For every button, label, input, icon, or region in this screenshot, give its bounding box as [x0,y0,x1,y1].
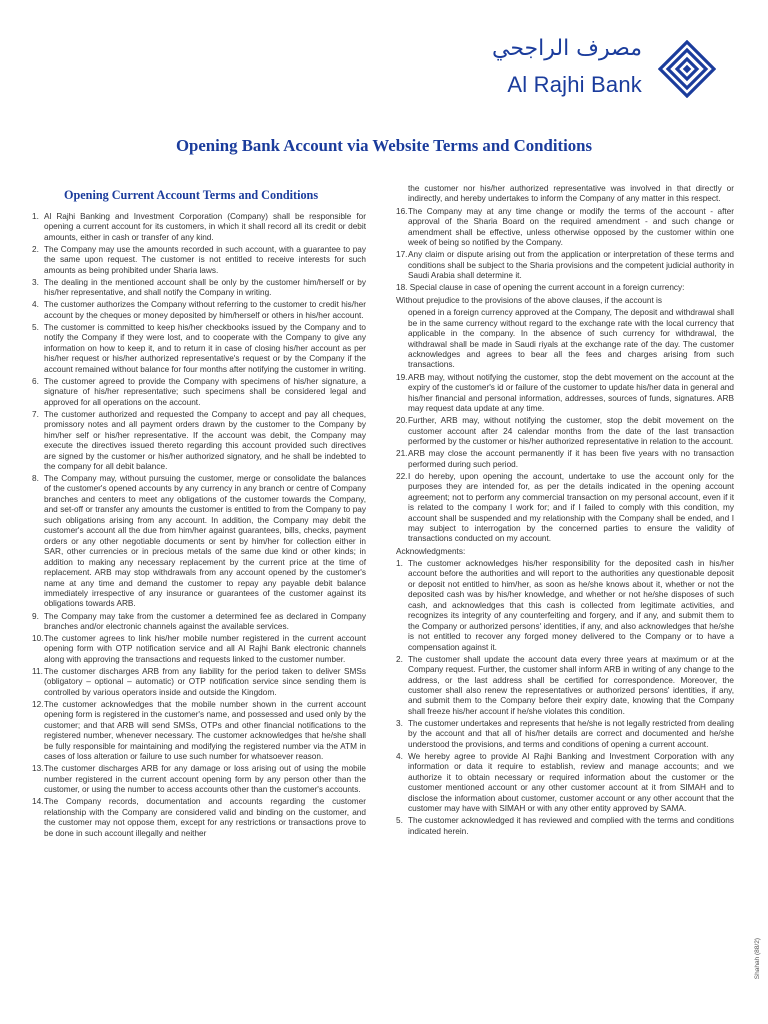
list-item [32,410,366,473]
list-item [32,612,366,633]
list-item [32,634,366,665]
logo-english-text: Al Rajhi Bank [507,72,642,97]
acknowledgments-list [396,559,734,837]
item-text: We hereby agree to provide Al Rajhi Banking and Investment Corporation with any information or data it require to establish, review and manage accounts; and we authorize it to obtain necessary or required information about the customer or the customer mentioned account or any other customer account at it from SIMAH and to disclose the information about customer, customer account or any other account that the customer may have with SIMAH or with any other entity approved by SAMA. [408,751,734,814]
item-number: 21. [396,449,408,459]
item-text: Any claim or dispute arising out from the application or interpretation of these terms and conditions shall be subject to the Sharia provisions and the competent judicial authority in Saudi Arabia shall determine it. [408,250,734,281]
list-item [32,300,366,321]
item-number: 1. [32,212,39,221]
item-text: The customer is committed to keep his/her checkbooks issued by the Company and to notify the Company if they were lost, and to cooperate with the Company to give any information on how to keep it, and to return it in case of closing his/her account as per his/her request or his/her authorized representative's request or by the Company if the account remained without balance for four months after notifying the customer in writing. [44,322,366,374]
item-text: The Company records, documentation and accounts regarding the customer relationship with the Company are considered valid and binding on the customer, and the customer may not oppose them, except for any restrictions or transactions prove to be done in such account illegally and neither [44,797,366,838]
list-item [396,373,734,415]
clause-18-body: opened in a foreign currency approved at the Company, The deposit and withdrawal shall be in the same currency without regard to the exchange rate with the local currency that applicable in the company. In the absence of such currency for withdrawal, the withdrawal shall be made in Saudi riyals at the exchange rate of the day. The customer acknowledges and agrees to bear all the fees and charges arising from such transactions. [408,308,734,370]
list-item [32,700,366,763]
bank-logo [491,32,746,110]
item-text: Al Rajhi Banking and Investment Corporation (Company) shall be responsible for opening a current account for its customers, in which it shall record all its credit or debit amounts, either in cash or transfer of any kind. [44,212,366,242]
item-number: 8. [32,474,39,484]
item-number: 5. [32,322,39,332]
list-item [32,245,366,276]
page-title: Opening Bank Account via Website Terms and Conditions [175,136,593,155]
left-column [32,186,366,841]
item-number: 4. [396,751,403,761]
list-item [32,667,366,698]
item-text: ARB may, without notifying the customer, stop the debt movement on the account at the expiry of the customer's id or failure of the customer to update his/her data in general and his/her financial and personal information, addresses, sources of funds, signatures. ARB may request data update at any time. [408,372,734,414]
item-number: 11. [32,666,43,676]
terms-list-left [32,212,366,839]
item-text: The dealing in the mentioned account shall be only by the customer him/herself or by his/her representative, and shall notify the Company in writing. [44,277,366,298]
item-number: 5. [396,816,403,826]
item-number: 2. [32,244,39,254]
list-item [396,752,734,815]
item-number: 16. [396,206,408,216]
list-item [396,250,734,281]
item-text: The customer acknowledges his/her responsibility for the deposited cash in his/her account before the authorities and will report to the authorities any questionable deposit or deposit not entitled to him/her, as soon as he/she knows about it, whether or not the deposited cash was by his/her knowledge, and whether or not he/she disposes of such cash, and acknowledges that this cash is collected from legitimate activities, and recognizes its integrity of any counterfeiting and forgery, and if any, and submit them to the Company or authorized persons' identities, if any, and also acknowledges that he/she is not entitled to recover any forged money delivered to the Company or to have a compensation against it. [408,558,734,652]
list-item [396,449,734,470]
document-code: Shahah (88/2) [754,938,761,980]
clause-14-continuation: the customer nor his/her authorized representative was involved in that directly or indirectly, and hereby undertakes to inform the Company of any matter in this respect. [408,184,734,204]
list-item [32,377,366,408]
acknowledgments-heading: Acknowledgments: [396,546,466,556]
item-number: 7. [32,409,39,419]
item-text: The customer acknowledged it has reviewed and complied with the terms and conditions indicated herein. [408,816,734,836]
list-item [32,212,366,243]
item-number: 3. [396,718,403,728]
right-column [396,184,734,839]
section-heading: Opening Current Account Terms and Conditions [64,188,319,202]
logo-arabic-text: مصرف الراجحي [491,36,642,61]
item-number: 20. [396,416,408,426]
item-text: The customer discharges ARB from any liability for the period taken to deliver SMSs (obligatory – optional – automatic) or OTP notification service since sending them is controlled by various operators inside and outside the Kingdom. [44,666,366,697]
item-number: 13. [32,764,44,774]
item-number: 14. [32,797,44,807]
list-item [32,797,366,839]
list-item [396,559,734,653]
item-text: The customer authorized and requested the Company to accept and pay all cheques, promissory notes and all payment orders drawn by the customer to the Company by him/her self or his/her representative. If the account was debit, the Company may execute the directives issued thereto regarding this account provided such directives are signed by the customer or his/her authorized signatory, and he shall be indebted to the company for all debit balance. [44,409,366,471]
bank-emblem-icon [658,40,716,98]
list-item [396,472,734,545]
list-item [396,655,734,718]
item-number: 6. [32,376,39,386]
item-text: The customer agreed to provide the Company with specimens of his/her signature, a signature of his/her representative; such specimens shall be considered legal and approved for all operations on the account. [44,376,366,407]
clause-18-heading: 18. Special clause in case of opening the current account in a foreign currency: [396,283,685,293]
terms-list-right-2 [396,373,734,545]
item-text: The customer acknowledges that the mobile number shown in the current account opening form is registered in the customer's name, and possessed and used only by the customer; and that ARB will send SMSs, OTPs and other financial notifications to the registered number, whenever necessary. The customer acknowledges that he/she shall be fully responsible for maintaining and modifying the registered number via the ATM in cases of loss alteration or failure to use such number for whatsoever reason. [44,699,366,762]
list-item [396,416,734,447]
item-text: Further, ARB may, without notifying the customer, stop the debit movement on the customer account after 24 calendar months from the date of the last transaction performed by the customer or his/her authorized representative in relation to the account. [408,416,734,447]
item-text: The customer shall update the account data every three years at maximum or at the Company request. Further, the customer shall inform ARB in writing of any change to the address, or the last address shall be certified for correspondence. Moreover, the customer shall also renew the representatives or authorized persons' identities, if any, and submit them to the Company before their expiry date, knowing that the Company shall freeze his/her account if he/she violates this condition. [408,654,734,716]
item-text: The customer authorizes the Company without referring to the customer to credit his/her account by the cheques or money deposited by him/herself or others in his/her account. [44,300,366,320]
item-number: 2. [396,654,403,664]
list-item [32,474,366,610]
item-text: The customer agrees to link his/her mobile number registered in the current account opening form with OTP notification service and all Al Rajhi Bank electronic channels along with approving the transactions and requests linked to the customer number. [44,634,366,664]
item-text: The customer undertakes and represents that he/she is not legally restricted from dealing by the account and that all of his/her details are correct and documented and he/she understood the provisions, and terms and conditions of opening a current account. [408,718,734,749]
item-text: ARB may close the account permanently if it has been five years with no transaction performed during such period. [408,449,734,469]
list-item [396,816,734,837]
item-number: 4. [32,300,39,310]
item-text: The Company may at any time change or modify the terms of the account - after approval of the Sharia Board on the required amendment - and such change or amendment shall be effective, unless otherwise opposed by the customer within one week of being so notified by the Company. [408,206,734,248]
clause-18-lead: Without prejudice to the provisions of the above clauses, if the account is [396,295,662,305]
item-number: 10. [32,634,44,644]
item-text: The customer discharges ARB for any damage or loss arising out of using the mobile number registered in the current account opening form by any person other than the customer, or using the number to access accounts other than the customer's accounts. [44,764,366,795]
list-item [396,207,734,249]
terms-list-right [396,207,734,282]
item-number: 12. [32,699,44,709]
list-item [396,719,734,750]
list-item [32,323,366,375]
item-text: The Company may use the amounts recorded in such account, with a guarantee to pay the same upon request. The customer is not entitled to receive interests for such amounts as being prohibited under Sharia laws. [44,244,366,275]
item-number: 22. [396,471,408,481]
list-item [32,764,366,795]
item-number: 1. [396,558,403,568]
list-item [32,278,366,299]
item-text: The Company may take from the customer a determined fee as declared in Company branches and/or electronic channels against the available services. [44,611,366,631]
item-number: 3. [32,277,39,287]
item-number: 19. [396,372,408,382]
item-number: 17. [396,250,408,260]
item-number: 9. [32,611,39,621]
item-text: I do hereby, upon opening the account, undertake to use the account only for the purposes they are intended for, as per the details indicated in the opening account agreement; not to perform any commercial transaction on my personal account, even if it is related to the company I work for; and if I failed to comply with this condition, my account shall be suspended and my relationship with the Company shall be ended, and I may subject to interrogation by the concerned parties to ensure the validity of transactions conducted on my account. [408,471,734,544]
item-text: The Company may, without pursuing the customer, merge or consolidate the balances of the customer's opened accounts by any currency in any branch or centre of Company branches and centers to meet any obligations of the customer towards the Company, and set-off or transfer any amounts the customer is entitled to from the Company to pay such obligations arising from any account. In addition, the Company may debit the customer's account all the due from him/her against guarantees, bills, checks, payment orders or any other negotiable documents or sent by him/her for collection either in SAR, other currencies or in precious metals of the same due kind or other kinds; in addition to making any necessary replacement by the current price at the time of replacement. ARB may stop withdrawals from any account opened by the customer's name at any time and demand the customer to repay any payable debit balance immediately irrespective of any insurance or guarantees of the customer against its obligations towards ARB. [44,474,366,609]
